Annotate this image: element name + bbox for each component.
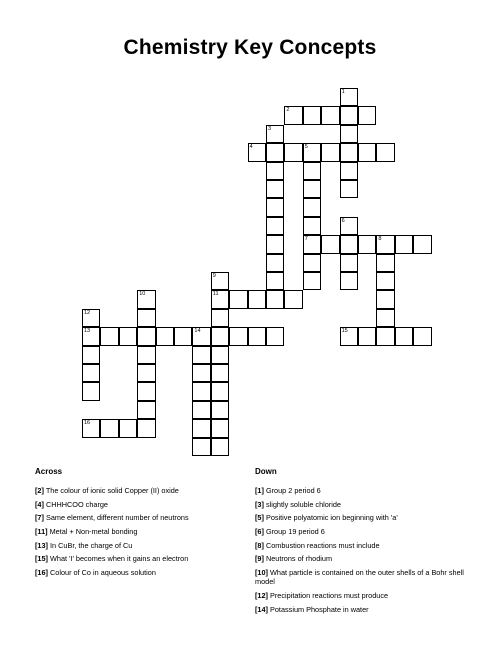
grid-cell[interactable] xyxy=(137,382,155,400)
cell-number: 16 xyxy=(84,420,91,427)
clue-text: In CuBr, the charge of Cu xyxy=(47,540,133,550)
across-clue xyxy=(35,541,245,550)
down-clue xyxy=(255,527,470,536)
grid-cell[interactable] xyxy=(358,106,376,124)
cell-number: 11 xyxy=(212,291,219,298)
grid-cell[interactable] xyxy=(340,180,358,198)
grid-cell[interactable] xyxy=(82,346,100,364)
grid-cell[interactable] xyxy=(303,235,321,253)
grid-cell[interactable] xyxy=(82,364,100,382)
grid-cell[interactable] xyxy=(376,254,394,272)
clue-number: [11] xyxy=(35,527,48,537)
grid-cell[interactable] xyxy=(376,309,394,327)
cell-number: 1 xyxy=(341,89,345,95)
cell-number: 3 xyxy=(268,125,272,132)
grid-cell[interactable] xyxy=(211,272,229,290)
grid-cell[interactable] xyxy=(82,327,100,345)
grid-cell[interactable] xyxy=(211,290,229,308)
page-title: Chemistry Key Concepts xyxy=(123,36,377,59)
grid-cell[interactable] xyxy=(303,272,321,290)
down-clue xyxy=(255,513,470,522)
grid-cell[interactable] xyxy=(229,327,247,345)
grid-cell[interactable] xyxy=(137,290,155,308)
clue-number: [15] xyxy=(35,554,48,564)
grid-cell[interactable] xyxy=(340,143,358,161)
grid-cell[interactable] xyxy=(248,143,266,161)
grid-cell[interactable] xyxy=(340,254,358,272)
grid-cell[interactable] xyxy=(211,401,229,419)
cell-number: 12 xyxy=(84,309,91,316)
grid-cell[interactable] xyxy=(358,327,376,345)
clue-text: Combustion reactions must include xyxy=(263,540,380,550)
clue-number: [8] xyxy=(255,540,264,550)
down-clue xyxy=(255,554,470,563)
grid-cell[interactable] xyxy=(192,327,210,345)
clue-text: Precipitation reactions must produce xyxy=(267,590,389,600)
cell-number: 9 xyxy=(212,273,216,279)
clue-text: What particle is contained on the outer shells of a Bohr shell model xyxy=(255,568,464,587)
clue-number: [14] xyxy=(255,604,268,614)
grid-cell[interactable] xyxy=(119,419,137,437)
down-clue xyxy=(255,605,470,614)
grid-cell[interactable] xyxy=(100,419,118,437)
cell-number: 2 xyxy=(286,107,290,114)
grid-cell[interactable] xyxy=(266,272,284,290)
across-clue xyxy=(35,527,245,536)
grid-cell[interactable] xyxy=(137,346,155,364)
grid-cell[interactable] xyxy=(303,180,321,198)
grid-cell[interactable] xyxy=(266,143,284,161)
grid-cell[interactable] xyxy=(413,327,431,345)
grid-cell[interactable] xyxy=(340,235,358,253)
grid-cell[interactable] xyxy=(376,272,394,290)
clue-text: slightly soluble chloride xyxy=(263,499,341,509)
grid-cell[interactable] xyxy=(340,327,358,345)
grid-cell[interactable] xyxy=(321,235,339,253)
clue-number: [9] xyxy=(255,554,264,564)
grid-cell[interactable] xyxy=(100,327,118,345)
down-clue xyxy=(255,500,470,509)
across-clue xyxy=(35,554,245,563)
grid-cell[interactable] xyxy=(376,235,394,253)
grid-cell[interactable] xyxy=(211,364,229,382)
clue-number: [5] xyxy=(255,513,264,523)
grid-cell[interactable] xyxy=(137,419,155,437)
clue-text: What 'I' becomes when it gains an electron xyxy=(47,554,189,564)
cell-number: 7 xyxy=(304,236,308,243)
grid-cell[interactable] xyxy=(248,327,266,345)
grid-cell[interactable] xyxy=(395,327,413,345)
grid-cell[interactable] xyxy=(376,290,394,308)
grid-cell[interactable] xyxy=(303,106,321,124)
cell-number: 6 xyxy=(341,217,345,224)
grid-cell[interactable] xyxy=(211,327,229,345)
clue-number: [7] xyxy=(35,513,44,523)
grid-cell[interactable] xyxy=(192,364,210,382)
grid-cell[interactable] xyxy=(358,143,376,161)
grid-cell[interactable] xyxy=(321,106,339,124)
down-clue xyxy=(255,568,470,586)
clue-text: CHHHCOO charge xyxy=(43,499,108,509)
grid-cell[interactable] xyxy=(229,290,247,308)
clue-text: Colour of Co in aqueous solution xyxy=(47,568,156,578)
grid-cell[interactable] xyxy=(266,327,284,345)
grid-cell[interactable] xyxy=(340,272,358,290)
grid-cell[interactable] xyxy=(303,254,321,272)
across-clue-list xyxy=(35,486,245,582)
cell-number: 8 xyxy=(378,236,382,243)
clue-number: [13] xyxy=(35,540,48,550)
grid-cell[interactable] xyxy=(284,106,302,124)
grid-cell[interactable] xyxy=(156,327,174,345)
clue-text: Positive polyatomic ion beginning with 'a' xyxy=(263,513,398,523)
grid-cell[interactable] xyxy=(211,382,229,400)
grid-cell[interactable] xyxy=(284,143,302,161)
grid-cell[interactable] xyxy=(340,217,358,235)
clue-text: The colour of ionic solid Copper (II) oxide xyxy=(43,486,179,495)
clue-text: Group 19 period 6 xyxy=(263,527,325,537)
grid-cell[interactable] xyxy=(266,198,284,216)
grid-cell[interactable] xyxy=(376,143,394,161)
across-clue xyxy=(35,568,245,577)
cell-number: 5 xyxy=(304,144,308,151)
across-heading: Across xyxy=(35,467,63,476)
grid-cell[interactable] xyxy=(266,254,284,272)
clue-text: Group 2 period 6 xyxy=(263,486,321,495)
cell-number: 4 xyxy=(249,144,253,151)
grid-cell[interactable] xyxy=(137,364,155,382)
grid-cell[interactable] xyxy=(321,143,339,161)
grid-cell[interactable] xyxy=(248,290,266,308)
down-clue xyxy=(255,591,470,600)
clue-text: Neutrons of rhodium xyxy=(263,554,333,564)
clue-number: [16] xyxy=(35,568,48,578)
across-clue xyxy=(35,513,245,522)
cell-number: 13 xyxy=(84,328,91,335)
clue-number: [12] xyxy=(255,590,268,600)
grid-cell[interactable] xyxy=(266,180,284,198)
down-clue-list xyxy=(255,486,470,618)
grid-cell[interactable] xyxy=(303,217,321,235)
grid-cell[interactable] xyxy=(82,419,100,437)
grid-cell[interactable] xyxy=(266,290,284,308)
grid-cell[interactable] xyxy=(192,346,210,364)
grid-cell[interactable] xyxy=(266,217,284,235)
clue-number: [10] xyxy=(255,568,268,578)
clue-text: Potassium Phosphate in water xyxy=(267,604,369,614)
clue-text: Metal + Non-metal bonding xyxy=(47,527,138,537)
clue-number: [6] xyxy=(255,527,264,537)
clue-number: [1] xyxy=(255,486,264,495)
grid-cell[interactable] xyxy=(284,290,302,308)
grid-cell[interactable] xyxy=(192,382,210,400)
grid-cell[interactable] xyxy=(211,309,229,327)
grid-cell[interactable] xyxy=(303,198,321,216)
grid-cell[interactable] xyxy=(266,125,284,143)
grid-cell[interactable] xyxy=(211,419,229,437)
clue-text: Same element, different number of neutrons xyxy=(43,513,189,523)
grid-cell[interactable] xyxy=(376,327,394,345)
across-clue xyxy=(35,500,245,509)
grid-cell[interactable] xyxy=(137,327,155,345)
down-clue xyxy=(255,486,470,495)
clue-number: [2] xyxy=(35,486,44,495)
grid-cell[interactable] xyxy=(211,438,229,456)
cell-number: 14 xyxy=(194,328,201,335)
grid-cell[interactable] xyxy=(358,235,376,253)
grid-cell[interactable] xyxy=(340,162,358,180)
grid-cell[interactable] xyxy=(340,88,358,106)
grid-cell[interactable] xyxy=(137,401,155,419)
down-heading: Down xyxy=(255,467,277,476)
grid-cell[interactable] xyxy=(82,382,100,400)
cell-number: 15 xyxy=(341,328,348,335)
grid-cell[interactable] xyxy=(340,125,358,143)
clue-number: [3] xyxy=(255,499,264,509)
cell-number: 10 xyxy=(139,291,146,298)
grid-cell[interactable] xyxy=(413,235,431,253)
across-clue xyxy=(35,486,245,495)
grid-cell[interactable] xyxy=(119,327,137,345)
grid-cell[interactable] xyxy=(192,401,210,419)
grid-cell[interactable] xyxy=(192,419,210,437)
grid-cell[interactable] xyxy=(137,309,155,327)
grid-cell[interactable] xyxy=(211,346,229,364)
down-clue xyxy=(255,541,470,550)
grid-cell[interactable] xyxy=(340,106,358,124)
clue-number: [4] xyxy=(35,499,44,509)
grid-cell[interactable] xyxy=(192,438,210,456)
grid-cell[interactable] xyxy=(303,162,321,180)
grid-cell[interactable] xyxy=(395,235,413,253)
grid-cell[interactable] xyxy=(174,327,192,345)
grid-cell[interactable] xyxy=(303,143,321,161)
grid-cell[interactable] xyxy=(266,235,284,253)
grid-cell[interactable] xyxy=(266,162,284,180)
grid-cell[interactable] xyxy=(82,309,100,327)
